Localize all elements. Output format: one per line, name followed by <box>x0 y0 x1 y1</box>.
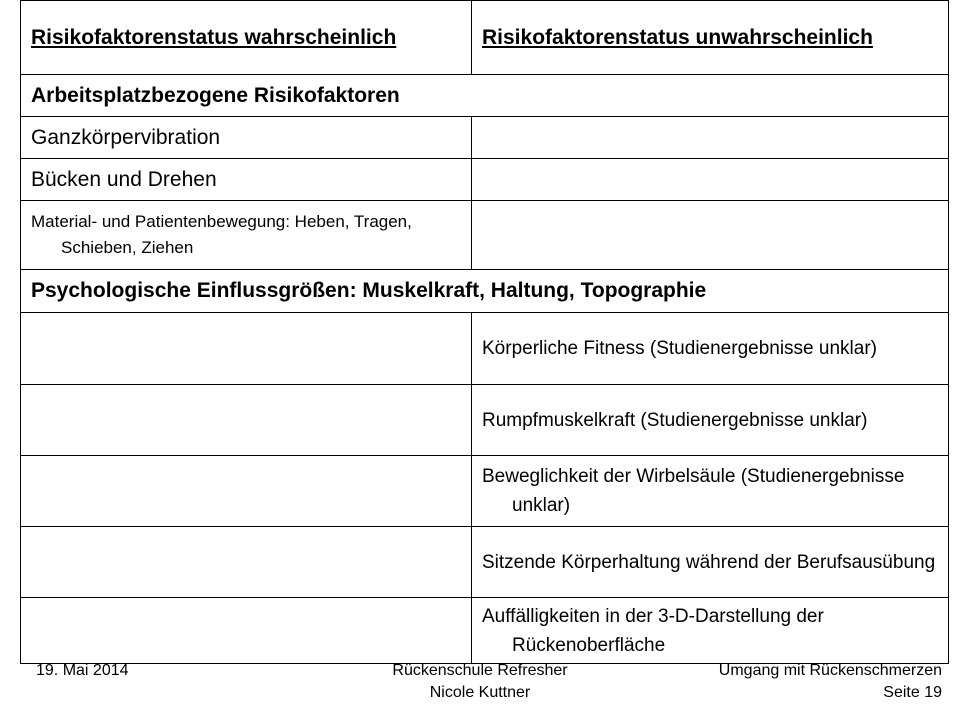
table-row <box>21 159 949 201</box>
psych-factor-label: Körperliche Fitness (Studienergebnisse unklar) <box>482 338 877 359</box>
psych-factor-label: Auffälligkeiten in der 3-D-Darstellung der Rückenoberfläche <box>482 605 824 656</box>
footer-page-number: Seite 19 <box>883 684 942 701</box>
section-cell-psych <box>21 270 949 313</box>
header-cell-likely <box>21 1 472 75</box>
empty-cell <box>21 456 472 527</box>
empty-cell <box>21 385 472 456</box>
risk-factor-table <box>20 0 949 664</box>
psych-factor-cell <box>472 527 949 598</box>
header-cell-unlikely <box>472 1 949 75</box>
footer-right <box>719 660 942 704</box>
table-row <box>21 201 949 270</box>
table-header-row <box>21 1 949 75</box>
work-factor-label: Ganzkörpervibration <box>31 125 221 149</box>
section-row-work <box>21 75 949 117</box>
table-row <box>21 117 949 159</box>
empty-cell <box>472 117 949 159</box>
section-row-psych <box>21 270 949 313</box>
empty-cell <box>472 159 949 201</box>
psych-factor-cell <box>472 313 949 385</box>
psych-factor-label: Sitzende Körperhaltung während der Berufsausübung <box>482 551 936 573</box>
table-row <box>21 598 949 664</box>
footer-author: Nicole Kuttner <box>429 684 531 701</box>
psych-factor-label: Beweglichkeit der Wirbelsäule (Studienergebnisse unklar) <box>482 466 905 516</box>
section-cell-work <box>21 75 949 117</box>
footer-course-title: Rückenschule Refresher <box>392 662 568 679</box>
empty-cell <box>21 598 472 664</box>
psych-factor-cell <box>472 456 949 527</box>
header-unlikely-label: Risikofaktorenstatus unwahrscheinlich <box>482 26 873 49</box>
header-likely-label: Risikofaktorenstatus wahrscheinlich <box>31 26 397 49</box>
work-factor-cell <box>21 159 472 201</box>
table-row <box>21 385 949 456</box>
table-row <box>21 313 949 385</box>
empty-cell <box>21 313 472 385</box>
work-factor-cell <box>21 117 472 159</box>
work-factor-label: Bücken und Drehen <box>31 167 217 191</box>
table-row <box>21 456 949 527</box>
slide-footer <box>0 660 960 720</box>
empty-cell <box>21 527 472 598</box>
work-factor-cell <box>21 201 472 270</box>
empty-cell <box>472 201 949 270</box>
section-work-label: Arbeitsplatzbezogene Risikofaktoren <box>31 83 400 107</box>
table-row <box>21 527 949 598</box>
psych-factor-label: Rumpfmuskelkraft (Studienergebnisse unklar) <box>482 409 868 431</box>
footer-center <box>360 660 600 704</box>
section-psych-label: Psychologische Einflussgrößen: Muskelkraft, Haltung, Topographie <box>31 279 707 302</box>
footer-topic: Umgang mit Rückenschmerzen <box>718 662 942 679</box>
footer-date: 19. Mai 2014 <box>36 662 129 679</box>
psych-factor-cell <box>472 385 949 456</box>
psych-factor-cell <box>472 598 949 664</box>
work-factor-label: Material- und Patientenbewegung: Heben, Tragen, Schieben, Ziehen <box>31 212 412 257</box>
